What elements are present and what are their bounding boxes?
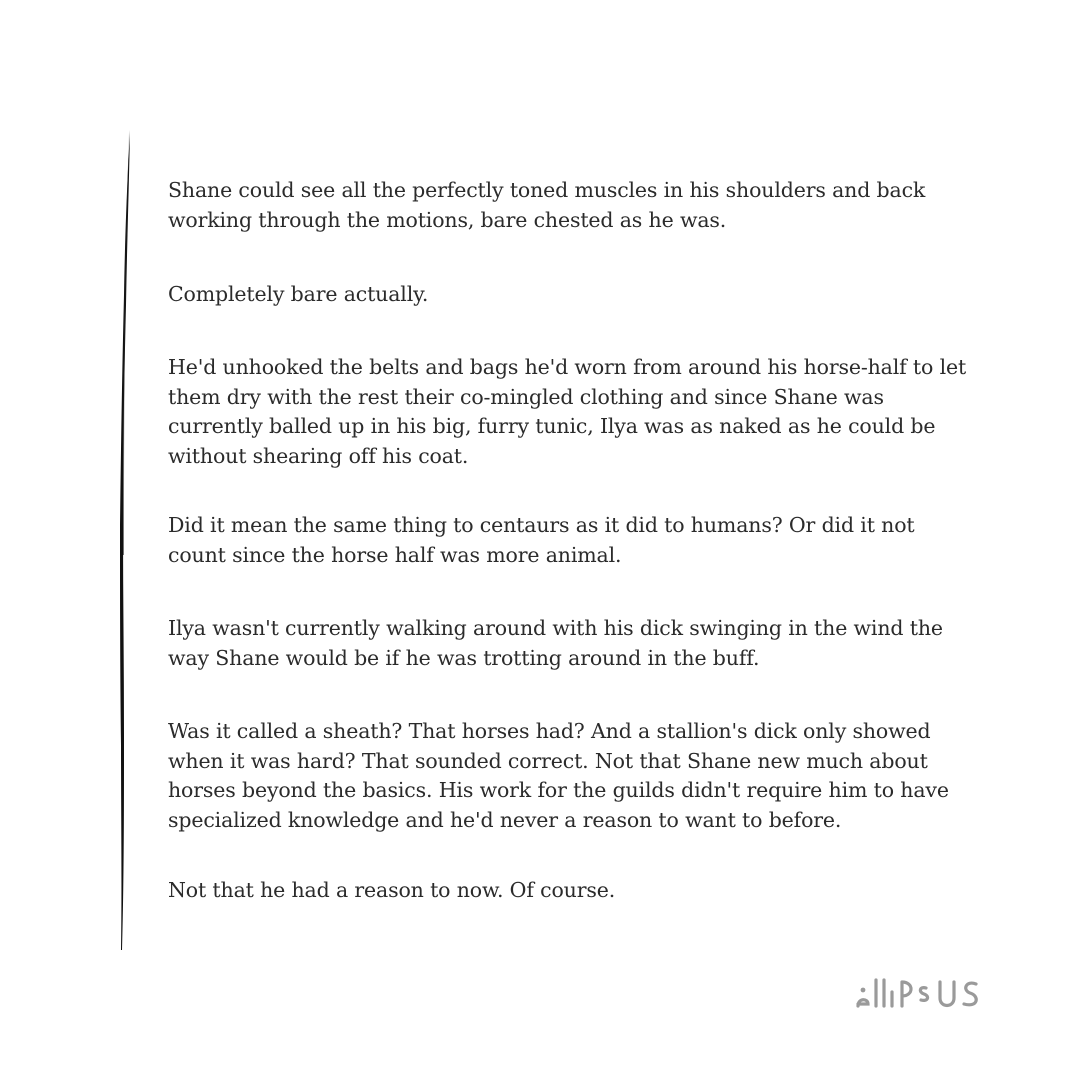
paragraph: Shane could see all the perfectly toned muscles in his shoulders and back working through the motions, bare chested as he was.: [168, 178, 926, 232]
paragraph: He'd unhooked the belts and bags he'd worn from around his horse-half to let them dry with the rest their co-mingled clothing and since Shane was currently balled up in his big, furry tunic, Ilya was as naked as he could be without shearing off his coat.: [168, 355, 967, 468]
paragraph: Completely bare actually.: [168, 282, 429, 306]
ellipsus-logo: [848, 968, 1008, 1018]
paragraph: Did it mean the same thing to centaurs as it did to humans? Or did it not count since the horse half was more animal.: [168, 513, 915, 567]
paragraph: Was it called a sheath? That horses had? And a stallion's dick only showed when it was hard? That sounded correct. Not that Shane new much about horses beyond the basics. His work for the guilds didn't require him to have specialized knowledge and he'd never a reason to want to before.: [168, 719, 949, 832]
paragraph: Ilya wasn't currently walking around with his dick swinging in the wind the way Shane would be if he was trotting around in the buff.: [168, 616, 943, 670]
brush-stroke-divider: [112, 125, 138, 955]
paragraph: Not that he had a reason to now. Of course.: [168, 878, 616, 902]
